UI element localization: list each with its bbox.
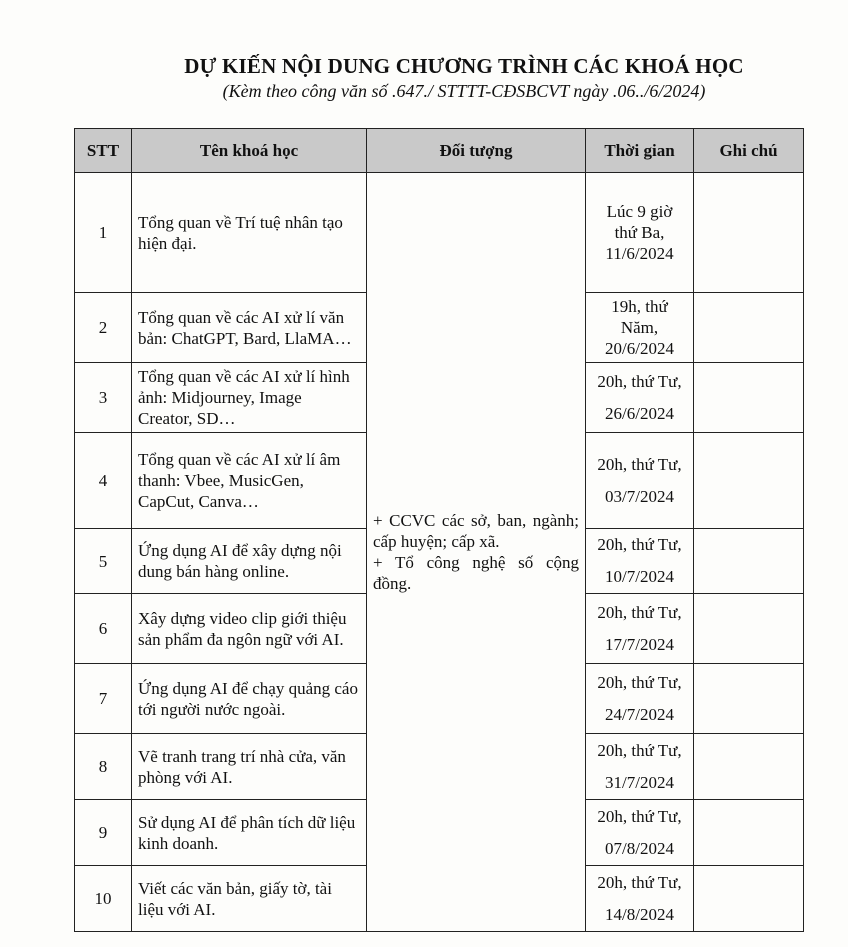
cell-time <box>586 529 694 594</box>
document-title: DỰ KIẾN NỘI DUNG CHƯƠNG TRÌNH CÁC KHOÁ HỌC <box>184 54 744 78</box>
header-note: Ghi chú <box>694 129 804 173</box>
cell-note <box>694 293 804 363</box>
cell-time <box>586 664 694 734</box>
time-line: 31/7/2024 <box>605 772 674 792</box>
table-row <box>75 173 804 293</box>
cell-time <box>586 866 694 932</box>
time-line: 07/8/2024 <box>605 838 674 858</box>
time-line: 20h, thứ Tư, <box>597 740 682 760</box>
time-line: 20h, thứ Tư, <box>597 806 682 826</box>
cell-stt: 4 <box>75 433 132 529</box>
cell-course-name: Ứng dụng AI để chạy quảng cáo tới người nước ngoài. <box>132 664 367 734</box>
time-line: 26/6/2024 <box>605 403 674 423</box>
cell-time <box>586 363 694 433</box>
time-line: Lúc 9 giờ <box>606 202 673 221</box>
time-line: thứ Ba, <box>614 223 665 242</box>
cell-stt: 3 <box>75 363 132 433</box>
time-line: 19h, thứ <box>611 297 668 316</box>
header-target: Đối tượng <box>367 129 586 173</box>
header-course-name: Tên khoá học <box>132 129 367 173</box>
cell-course-name: Tổng quan về các AI xử lí hình ảnh: Midjourney, Image Creator, SD… <box>132 363 367 433</box>
cell-note <box>694 363 804 433</box>
cell-stt: 1 <box>75 173 132 293</box>
cell-note <box>694 664 804 734</box>
time-line: 20h, thứ Tư, <box>597 872 682 892</box>
table-header-row <box>75 129 804 173</box>
cell-stt: 8 <box>75 734 132 800</box>
cell-time <box>586 594 694 664</box>
cell-stt: 6 <box>75 594 132 664</box>
cell-course-name: Viết các văn bản, giấy tờ, tài liệu với AI. <box>132 866 367 932</box>
cell-time <box>586 433 694 529</box>
cell-course-name: Sử dụng AI để phân tích dữ liệu kinh doanh. <box>132 800 367 866</box>
cell-course-name: Tổng quan về các AI xử lí văn bản: ChatGPT, Bard, LlaMA… <box>132 293 367 363</box>
time-line: 20h, thứ Tư, <box>597 535 682 554</box>
cell-note <box>694 800 804 866</box>
cell-note <box>694 734 804 800</box>
course-table <box>74 128 804 932</box>
cell-course-name: Vẽ tranh trang trí nhà cửa, văn phòng với AI. <box>132 734 367 800</box>
cell-course-name: Tổng quan về các AI xử lí âm thanh: Vbee, MusicGen, CapCut, Canva… <box>132 433 367 529</box>
time-line: 14/8/2024 <box>605 904 674 924</box>
cell-target <box>367 173 586 932</box>
cell-note <box>694 866 804 932</box>
cell-note <box>694 173 804 293</box>
cell-course-name: Tổng quan về Trí tuệ nhân tạo hiện đại. <box>132 173 367 293</box>
target-line: + Tổ công nghệ số cộng đồng. <box>373 553 579 593</box>
time-line: 20/6/2024 <box>605 339 674 358</box>
cell-time <box>586 293 694 363</box>
document-subtitle: (Kèm theo công văn số .647./ STTTT-CĐSBCVT ngày .06../6/2024) <box>222 81 706 101</box>
time-line: 03/7/2024 <box>605 486 674 506</box>
time-line: 20h, thứ Tư, <box>597 454 682 474</box>
cell-time <box>586 173 694 293</box>
cell-note <box>694 529 804 594</box>
cell-stt: 7 <box>75 664 132 734</box>
time-line: 17/7/2024 <box>605 634 674 654</box>
cell-stt: 2 <box>75 293 132 363</box>
cell-stt: 5 <box>75 529 132 594</box>
cell-note <box>694 433 804 529</box>
time-line: 11/6/2024 <box>605 244 674 263</box>
header-time: Thời gian <box>586 129 694 173</box>
cell-time <box>586 800 694 866</box>
cell-course-name: Ứng dụng AI để xây dựng nội dung bán hàng online. <box>132 529 367 594</box>
cell-note <box>694 594 804 664</box>
target-line: + CCVC các sở, ban, ngành; cấp huyện; cấp xã. <box>373 511 579 551</box>
time-line: 20h, thứ Tư, <box>597 371 682 391</box>
time-line: 10/7/2024 <box>605 567 674 586</box>
cell-stt: 9 <box>75 800 132 866</box>
header-stt: STT <box>75 129 132 173</box>
cell-course-name: Xây dựng video clip giới thiệu sản phẩm đa ngôn ngữ với AI. <box>132 594 367 664</box>
time-line: 24/7/2024 <box>605 704 674 724</box>
time-line: 20h, thứ Tư, <box>597 602 682 622</box>
time-line: Năm, <box>620 318 659 337</box>
cell-time <box>586 734 694 800</box>
cell-stt: 10 <box>75 866 132 932</box>
time-line: 20h, thứ Tư, <box>597 672 682 692</box>
